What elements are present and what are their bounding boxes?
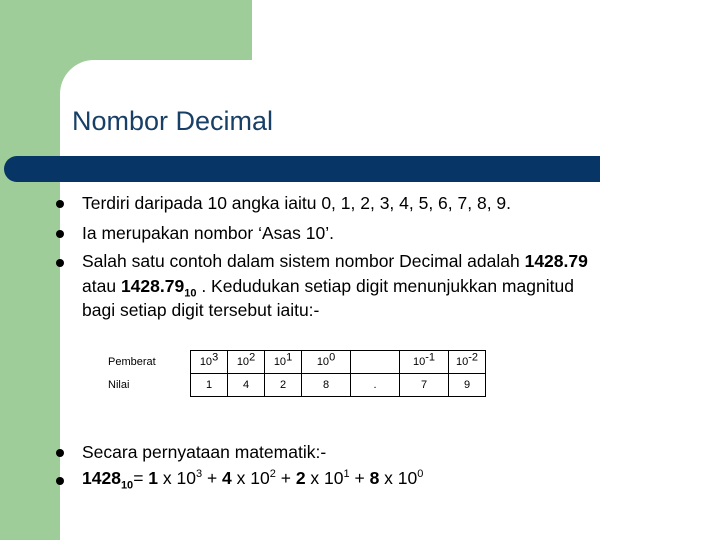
bullet-dot: [56, 230, 64, 238]
value-cell: 7: [400, 374, 449, 397]
bullet-text-3-lead: Salah satu contoh dalam sistem nombor Decimal adalah: [82, 251, 525, 271]
bullet-text-1: Terdiri daripada 10 angka iaitu 0, 1, 2, 3, 4, 5, 6, 7, 8, 9.: [82, 193, 512, 213]
expansion-number: $1428_{10}$: [82, 468, 134, 492]
value-cell: 2: [265, 374, 302, 397]
table-row-weights: [104, 351, 486, 374]
bullet-text-3-line2: [82, 274, 574, 299]
bullet-text-2: Ia merupakan nombor ‘Asas 10’.: [82, 223, 334, 243]
example-number: 1428.79: [524, 251, 588, 271]
row-label-weight: Pemberat: [108, 356, 156, 368]
example-or-label: atau: [82, 276, 121, 296]
slide-title: Nombor Decimal: [72, 106, 274, 136]
value-cell-point: .: [351, 374, 400, 397]
weight-cell-empty: [351, 351, 400, 374]
bullet-dot: [56, 477, 64, 485]
bullet-dot: [56, 200, 64, 208]
math-expression: $1428_{10}= 1$ x $10^3 + 4$ x $10^2 + 2$ x $10^1 + 8$ x $10^0$: [82, 468, 424, 492]
bullet-text-3: [82, 249, 588, 274]
title-underline-bar: [30, 156, 600, 182]
row-label-value: Nilai: [108, 379, 130, 391]
bullet-dot: [56, 449, 64, 457]
value-cell: 1: [191, 374, 228, 397]
weight-cell: $10^3$: [191, 351, 228, 374]
table-row-values: [104, 374, 486, 397]
example-description: . Kedudukan setiap digit menunjukkan magnitud: [196, 276, 574, 296]
bullet-text-4: Secara pernyataan matematik:-: [82, 442, 327, 462]
weight-cell: $10^{-1}$: [400, 351, 449, 374]
example-base-subscript: 10: [184, 287, 197, 300]
bullet-text-3-line3: bagi setiap digit tersebut iaitu:-: [82, 300, 320, 320]
weight-cell: $10^{-2}$: [449, 351, 486, 374]
place-value-table: [104, 350, 486, 397]
example-number-repeat: 1428.79: [120, 276, 185, 296]
weight-cell: $10^1$: [265, 351, 302, 374]
value-cell: 8: [302, 374, 351, 397]
weight-cell: $10^0$: [302, 351, 351, 374]
weight-cell: $10^2$: [228, 351, 265, 374]
value-cell: 4: [228, 374, 265, 397]
example-number-based: [120, 276, 197, 300]
value-cell: 9: [449, 374, 486, 397]
bullet-dot: [56, 259, 64, 267]
